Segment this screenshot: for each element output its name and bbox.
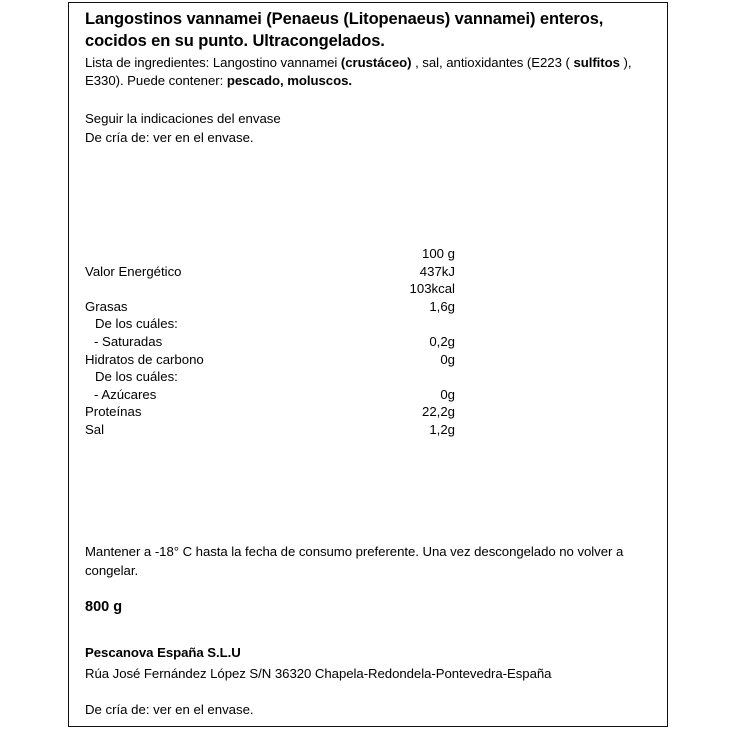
nutrition-row-label: Valor Energético (85, 263, 182, 279)
nutrition-row (81, 386, 455, 404)
nutrition-row-value: 0,2g (429, 333, 455, 349)
nutrition-table-body (81, 245, 455, 439)
storage-instructions: Mantener a -18° C hasta la fecha de consumo preferente. Una vez descongelado no volver a congelar. (85, 544, 624, 578)
nutrition-row-value: 103kcal (409, 281, 455, 297)
allergen-pescado-moluscos: pescado, moluscos. (226, 73, 352, 88)
nutrition-serving-header: 100 g (421, 246, 455, 261)
nutrition-row (81, 280, 455, 298)
nutrition-header-row (81, 245, 455, 263)
allergen-sulfitos: sulfitos (573, 55, 620, 70)
nutrition-row-label: Hidratos de carbono (85, 351, 204, 367)
nutrition-row (81, 368, 455, 386)
nutrition-row-label: De los cuáles: (95, 369, 178, 385)
ingredients-text-1: Langostino vannamei (209, 55, 341, 70)
nutrition-row-label: Proteínas (85, 404, 142, 420)
usage-origin: De cría de: ver en el envase. (85, 130, 254, 145)
nutrition-row (81, 333, 455, 351)
ingredients-text-3: ), E330). Puede contener: (85, 55, 632, 88)
nutrition-row-label: Sal (85, 421, 105, 437)
nutrition-row (81, 298, 455, 316)
nutrition-row-value: 0g (440, 386, 455, 402)
nutrition-row-label: De los cuáles: (95, 316, 178, 332)
nutrition-row-label: Grasas (85, 298, 128, 314)
nutrition-row (81, 403, 455, 421)
nutrition-row-value: 1,2g (429, 421, 455, 437)
product-title: Langostinos vannamei (Penaeus (Litopenaeus) vannamei) enteros, cocidos en su punto. Ultracongelados. (85, 10, 604, 50)
nutrition-row (81, 263, 455, 281)
nutrition-row-value (337, 315, 455, 333)
ingredients-list (85, 54, 653, 90)
nutrition-row-value (337, 368, 455, 386)
manufacturer-address: Rúa José Fernández López S/N 36320 Chapela-Redondela-Pontevedra-España (85, 666, 552, 681)
nutrition-row (81, 351, 455, 369)
nutrition-table (81, 245, 455, 439)
usage-instructions-block (85, 109, 605, 147)
nutrition-row-label: - Saturadas (94, 333, 163, 349)
nutrition-row (81, 421, 455, 439)
nutrition-row-value: 437kJ (419, 263, 455, 279)
nutrition-row (81, 315, 455, 333)
label-frame (68, 2, 668, 727)
ingredients-heading: Lista de ingredientes: (85, 55, 210, 70)
nutrition-row-label: - Azúcares (94, 386, 157, 402)
nutrition-row-value: 0g (440, 351, 455, 367)
nutrition-row-label (81, 280, 337, 298)
allergen-crustaceo: (crustáceo) (340, 55, 412, 70)
footer-origin: De cría de: ver en el envase. (85, 702, 254, 717)
nutrition-row-value: 22,2g (421, 404, 455, 420)
ingredients-text-2: , sal, antioxidantes (E223 ( (411, 55, 574, 70)
nutrition-row-value: 1,6g (429, 298, 455, 314)
usage-instructions: Seguir la indicaciones del envase (85, 111, 281, 126)
nutrition-header-label (81, 245, 337, 263)
manufacturer-name: Pescanova España S.L.U (85, 645, 241, 660)
manufacturer-block (85, 642, 651, 684)
net-weight: 800 g (85, 599, 123, 615)
